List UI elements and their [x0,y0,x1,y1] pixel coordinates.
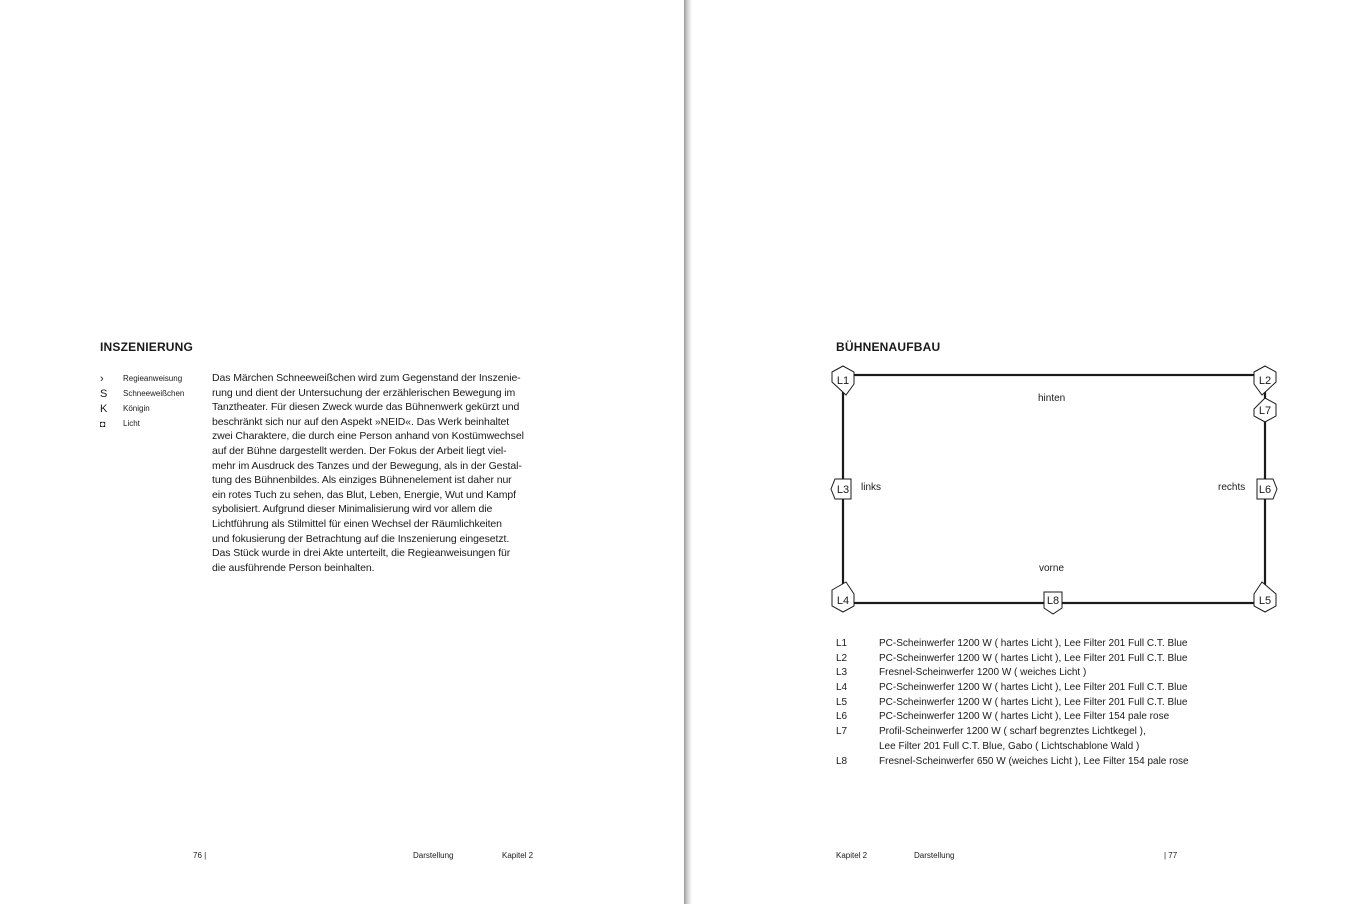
direction-arrow-icon: › [100,372,104,385]
lamp-label-l6: L6 [1258,484,1272,496]
footer-section-left: Darstellung [413,851,454,860]
body-line: tung des Bühnenbildes. Als einziges Bühnenelement ist daher nur [212,474,512,487]
lamp-label-l4: L4 [836,595,850,607]
page-number-left: 76 | [193,851,207,860]
lamp-label-l8: L8 [1046,595,1060,607]
body-line: rung und dient der Untersuchung der erzählerischen Bewegung im [212,386,516,399]
lamp-id: L6 [836,711,848,723]
lamp-row [836,637,1189,652]
lamp-id: L4 [836,682,848,694]
lamp-description: PC-Scheinwerfer 1200 W ( hartes Licht ), Lee Filter 201 Full C.T. Blue [879,638,1188,649]
lamp-row [836,666,1189,681]
body-line: Das Stück wurde in drei Akte unterteilt, die Regieanweisungen für [212,547,511,560]
lamp-id: L5 [836,696,848,708]
lamp-id: L2 [836,652,848,664]
lamp-description: Fresnel-Scheinwerfer 650 W (weiches Licht ), Lee Filter 154 pale rose [879,755,1189,767]
lamp-row [836,725,1189,740]
legend-label: Regieanweisung [123,374,183,383]
lamp-id: L1 [836,638,848,649]
legend-label: Licht [123,419,140,428]
lamp-description: PC-Scheinwerfer 1200 W ( hartes Licht ), Lee Filter 201 Full C.T. Blue [879,682,1188,694]
footer-chapter-right: Kapitel 2 [836,851,868,860]
stage-front-label: vorne [1039,563,1065,574]
lamp-id: L7 [836,726,848,738]
lamp-id [836,740,879,755]
body-line: Tanztheater. Für diesen Zweck wurde das Bühnenwerk gekürzt und [212,401,520,414]
lamp-id: L8 [836,755,848,767]
lamp-row [836,652,1189,667]
body-line: Lichtführung als Stilmittel für einen Wechsel der Räumlichkeiten [212,517,502,530]
legend-symbol-s: S [100,387,108,400]
stage-right-label: rechts [1218,482,1246,493]
body-line: ein rotes Tuch zu sehen, das Blut, Leben, Energie, Wut und Kampf [212,488,516,501]
body-line: die ausführende Person beinhalten. [212,561,375,574]
lamp-description: Fresnel-Scheinwerfer 1200 W ( weiches Licht ) [879,667,1087,679]
legend-symbol-k: K [100,402,108,415]
lamp-label-l7: L7 [1258,405,1272,417]
lamp-row [836,696,1189,711]
body-line: beschränkt sich nur auf den Aspekt »NEID«. Das Werk beinhaltet [212,415,510,428]
body-line: mehr im Ausdruck des Tanzes und der Bewegung, als in der Gestal- [212,459,522,472]
lamp-description: PC-Scheinwerfer 1200 W ( hartes Licht ), Lee Filter 154 pale rose [879,711,1170,723]
lamp-label-l3: L3 [836,484,850,496]
lamp-id: L3 [836,667,848,679]
stage-left-label: links [861,482,882,493]
lamp-label-l5: L5 [1258,595,1272,607]
lamp-row [836,710,1189,725]
lamp-row [836,755,1189,770]
body-line: auf der Bühne dargestellt werden. Der Fokus der Arbeit liegt viel- [212,444,507,457]
lamp-row [836,681,1189,696]
legend-label: Königin [123,404,150,413]
lamp-description: PC-Scheinwerfer 1200 W ( hartes Licht ), Lee Filter 201 Full C.T. Blue [879,652,1188,664]
footer-chapter-left: Kapitel 2 [502,851,534,860]
lamp-label-l2: L2 [1258,375,1272,387]
body-line: sybolisiert. Aufgrund dieser Minimalisierung wird vor allem die [212,503,493,516]
light-square-icon: ◘ [100,418,106,429]
lamp-row [836,740,1189,755]
footer-section-right: Darstellung [914,851,955,860]
lamp-description: Profil-Scheinwerfer 1200 W ( scharf begrenztes Lichtkegel ), [879,726,1146,738]
stage-back-label: hinten [1038,393,1066,404]
body-line: Das Märchen Schneeweißchen wird zum Gegenstand der Inszenie- [212,372,521,384]
lamp-description: Lee Filter 201 Full C.T. Blue, Gabo ( Lichtschablone Wald ) [879,740,1140,752]
body-line: und fokusierung der Betrachtung auf die Inszenierung eingesetzt. [212,532,510,545]
page-number-right: | 77 [1164,851,1178,860]
body-line: zwei Charaktere, die durch eine Person anhand von Kostümwechsel [212,430,524,443]
legend-label: Schneeweißchen [123,389,185,398]
lamp-list [836,637,1189,769]
section-heading-buehnenaufbau: BÜHNENAUFBAU [836,340,941,354]
section-heading-inszenierung: INSZENIERUNG [100,340,194,354]
lamp-label-l1: L1 [836,375,850,387]
lamp-description: PC-Scheinwerfer 1200 W ( hartes Licht ), Lee Filter 201 Full C.T. Blue [879,696,1188,708]
